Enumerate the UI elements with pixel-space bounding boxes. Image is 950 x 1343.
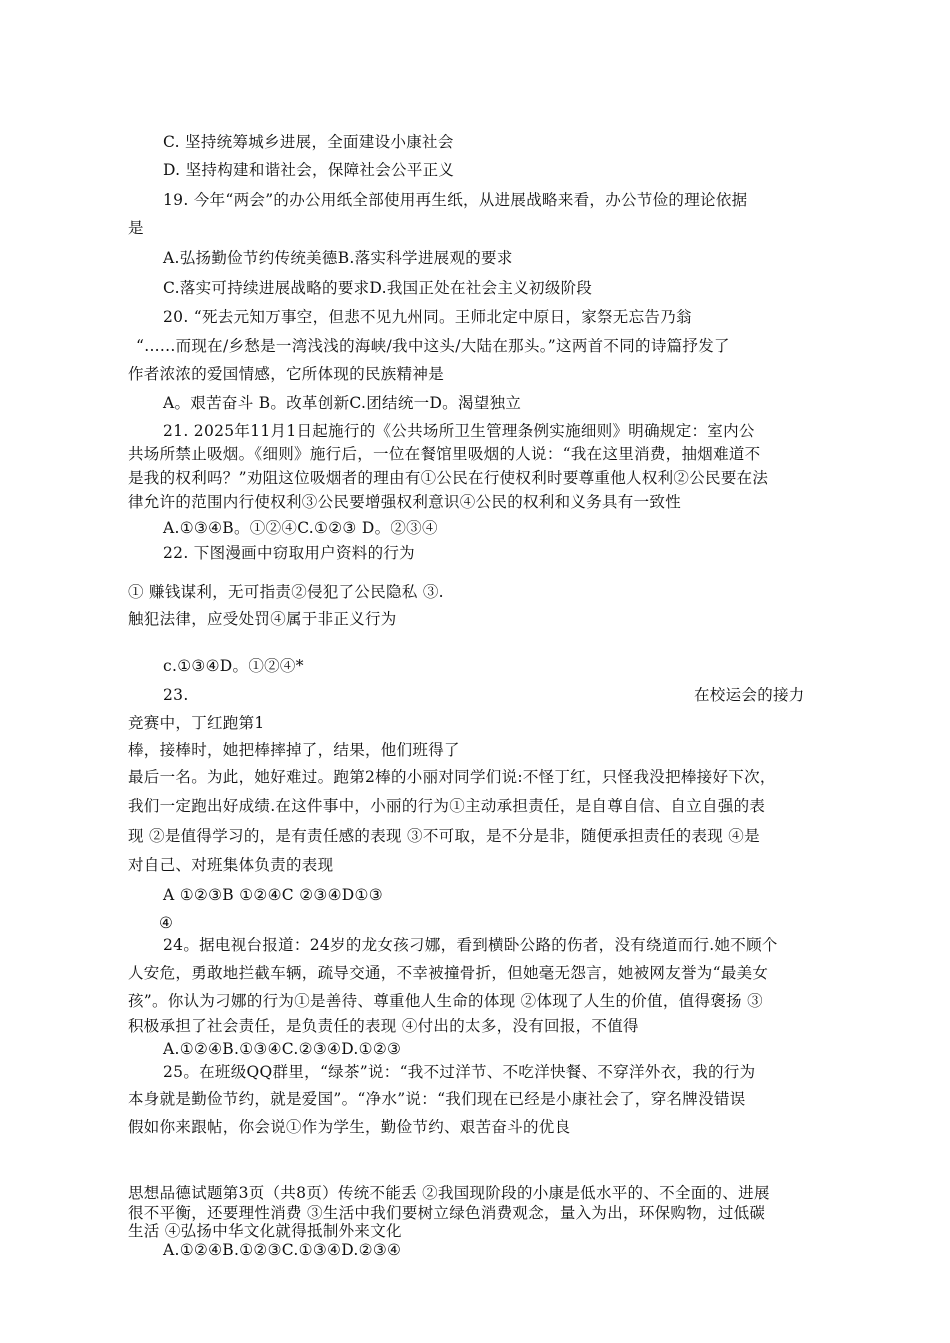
question-23-stem-cont-3: 最后一名。为此，她好难过。跑第2棒的小丽对同学们说:不怪丁红，只怪我没把棒接好下次， [128,768,776,786]
question-23-stem-cont-5: 现 ②是值得学习的，是有责任感的表现 ③不可取，是不分是非，随便承担责任的表现 ④是 [128,827,760,845]
question-21-stem-cont-2: 是我的权利吗？”劝阻这位吸烟者的理由有①公民在行使权利时要尊重他人权利②公民要在法 [128,469,769,487]
question-19-options-cd: C.落实可持续进展战略的要求D.我国正处在社会主义初级阶段 [163,279,593,297]
question-25-stem: 25。在班级QQ群里，“绿茶”说：“我不过洋节、不吃洋快餐、不穿洋外衣，我的行为 [163,1063,756,1081]
question-20-options: A。艰苦奋斗 B。改革创新C.团结统一D。渴望独立 [163,394,522,412]
question-21-stem: 21. 2025年11月1日起施行的《公共场所卫生管理条例实施细则》明确规定：室内公 [163,422,755,440]
question-24-stem: 24。据电视台报道：24岁的龙女孩刁娜，看到横卧公路的伤者，没有绕道而行.她不顾个 [163,936,778,954]
question-23-stem-cont-4: 我们一定跑出好成绩.在这件事中，小丽的行为①主动承担责任，是自尊自信、自立自强的表 [128,797,766,815]
question-19-stem-cont: 是 [128,219,144,237]
question-22-options: c.①③④D。①②④* [163,657,304,675]
question-25-stem-cont-4: 生活 ④弘扬中华文化就得抵制外来文化 [128,1222,402,1240]
question-24-stem-cont-3: 积极承担了社会责任，是负责任的表现 ④付出的太多，没有回报，不值得 [128,1017,639,1035]
question-24-stem-cont-2: 孩”。你认为刁娜的行为①是善待、尊重他人生命的体现 ②体现了人生的价值，值得褒扬 ③ [128,992,763,1010]
question-23-options-wrap: ④ [159,914,174,932]
question-23-stem-cont-6: 对自己、对班集体负责的表现 [128,856,334,874]
page-footer-with-question-25-cont: 思想品德试题第3页（共8页）传统不能丢 ②我国现阶段的小康是低水平的、不全面的、进展 [128,1184,770,1202]
question-25-stem-cont-2: 假如你来跟帖，你会说①作为学生，勤俭节约、艰苦奋斗的优良 [128,1118,571,1136]
question-23-number: 23. [163,686,189,704]
question-22-statements-1: ① 赚钱谋利，无可指责②侵犯了公民隐私 ③. [128,583,444,601]
question-21-stem-cont-1: 共场所禁止吸烟。《细则》施行后，一位在餐馆里吸烟的人说：“我在这里消费，抽烟难道不 [128,445,761,463]
question-23-stem-cont-1: 竞赛中，丁红跑第1 [128,714,265,732]
question-22-statements-2: 触犯法律，应受处罚④属于非正义行为 [128,610,397,628]
question-25-options: A.①②④B.①②③C.①③④D.②③④ [163,1241,402,1259]
question-20-stem: 20. “死去元知万事空，但悲不见九州同。王师北定中原日，家祭无忘告乃翁 [163,308,692,326]
question-22-stem: 22. 下图漫画中窃取用户资料的行为 [163,544,415,562]
question-25-stem-cont-3: 很不平衡，还要理性消费 ③生活中我们要树立绿色消费观念，量入为出，环保购物，过低碳 [128,1204,766,1222]
option-d-q18: D. 坚持构建和谐社会，保障社会公平正义 [163,161,455,179]
question-23-stem-cont-2: 棒，接棒时，她把棒摔掉了，结果，他们班得了 [128,741,460,759]
question-20-stem-end: 作者浓浓的爱国情感，它所体现的民族精神是 [128,365,445,383]
question-24-stem-cont-1: 人安危，勇敢地拦截车辆，疏导交通，不幸被撞骨折，但她毫无怨言，她被网友誉为“最美女 [128,964,769,982]
question-25-stem-cont-1: 本身就是勤俭节约，就是爱国”。“净水”说：“我们现在已经是小康社会了，穿名牌没错误 [128,1090,746,1108]
question-21-options: A.①③④B。①②④C.①②③ D。②③④ [163,519,438,537]
option-c-q18: C. 坚持统筹城乡进展，全面建设小康社会 [163,133,454,151]
question-19-options-ab: A.弘扬勤俭节约传统美德B.落实科学进展观的要求 [163,249,513,267]
question-20-stem-cont: “......而现在/乡愁是一湾浅浅的海峡/我中这头/大陆在那头。”这两首不同的诗篇抒发了 [136,337,730,355]
question-21-stem-cont-3: 律允许的范围内行使权利③公民要增强权利意识④公民的权利和义务具有一致性 [128,493,682,511]
question-19-stem: 19. 今年“两会”的办公用纸全部使用再生纸，从进展战略来看，办公节俭的理论依据 [163,191,748,209]
question-23-stem-start: 在校运会的接力 [694,686,805,704]
question-23-options: A ①②③B ①②④C ②③④D①③ [163,886,383,904]
question-24-options: A.①②④B.①③④C.②③④D.①②③ [163,1040,402,1058]
